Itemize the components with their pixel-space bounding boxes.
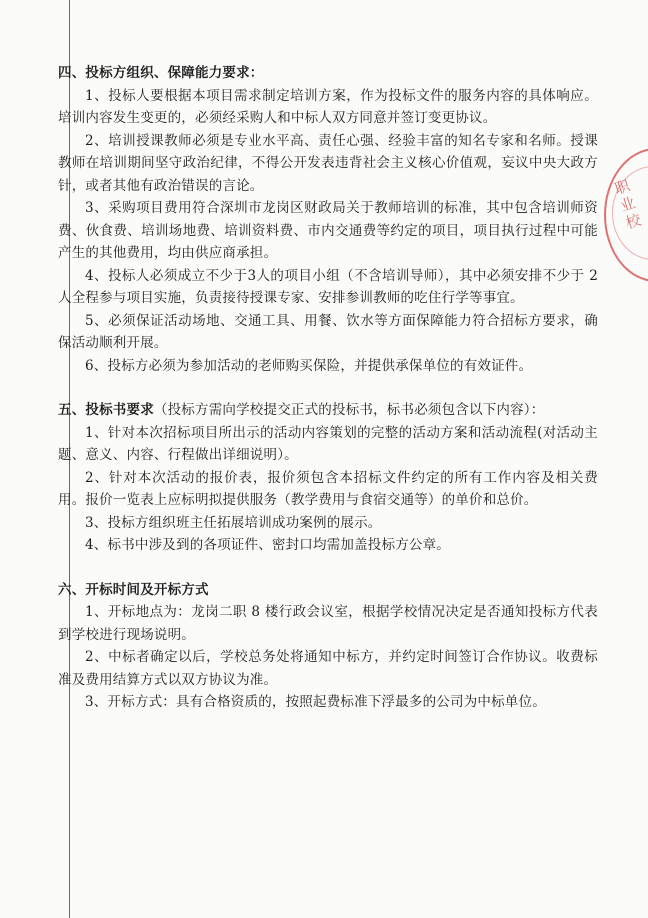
section-6-item-2: 2、中标者确定以后，学校总务处将通知中标方，并约定时间签订合作协议。收费标准及费用结算方式以双方协议为准。 <box>58 649 598 688</box>
section-4-item-6: 6、投标方必须为参加活动的老师购买保险，并提供承保单位的有效证件。 <box>85 357 533 374</box>
section-5-subtitle: （投标方需向学校提交正式的投标书，标书必须包含以下内容）： <box>153 402 545 418</box>
section-gap <box>58 377 598 399</box>
section-4-item-1: 1、投标人要根据本项目需求制定培训方案，作为投标文件的服务内容的具体响应。培训内容发生变更的，必须经采购人和中标人双方同意并签订变更协议。 <box>58 87 598 126</box>
section-4-item-5: 5、必须保证活动场地、交通工具、用餐、饮水等方面保障能力符合招标方要求，确保活动顺利开展。 <box>58 312 598 351</box>
section-5 <box>58 399 598 557</box>
section-6-title: 六、开标时间及开标方式 <box>58 581 209 598</box>
section-4 <box>58 62 598 377</box>
document-body <box>58 62 598 714</box>
section-6-item-1: 1、开标地点为：龙岗二职 8 楼行政会议室，根据学校情况决定是否通知投标方代表到学校进行现场说明。 <box>58 604 598 643</box>
section-6-item-3: 3、开标方式：具有合格资质的，按照起费标准下浮最多的公司为中标单位。 <box>85 694 546 710</box>
section-5-title: 五、投标书要求 <box>58 402 154 418</box>
official-seal-text: 职业校 <box>612 176 644 233</box>
section-5-item-1: 1、针对本次招标项目所出示的活动内容策划的完整的活动方案和活动流程(对活动主题、意义、内容、行程做出详细说明）。 <box>58 424 598 463</box>
section-gap <box>58 557 598 579</box>
section-5-item-2: 2、针对本次活动的报价表，报价须包含本招标文件约定的所有工作内容及相关费用。报价一览表上应标明拟提供服务（教学费用与食宿交通等）的单价和总价。 <box>58 469 598 508</box>
section-5-item-3: 3、投标方组织班主任拓展培训成功案例的展示。 <box>85 514 382 531</box>
section-5-item-4: 4、标书中涉及到的各项证件、密封口均需加盖投标方公章。 <box>85 537 450 553</box>
section-4-item-3: 3、采购项目费用符合深圳市龙岗区财政局关于教师培训的标准，其中包含培训师资费、伙食费、培训场地费、培训资料费、市内交通费等约定的项目，项目执行过程中可能产生的其他费用，均由供应商承担。 <box>58 200 598 261</box>
section-5-heading <box>58 399 598 422</box>
section-4-title: 四、投标方组织、保障能力要求： <box>58 65 264 81</box>
section-4-item-4: 4、投标人必须成立不少于3人的项目小组（不含培训导师），其中必须安排不少于 2 人全程参与项目实施，负责接待授课专家、安排参训教师的吃住行学等事宜。 <box>58 267 598 306</box>
section-6 <box>58 579 598 714</box>
section-4-item-2: 2、培训授课教师必须是专业水平高、责任心强、经验丰富的知名专家和名师。授课教师在培训期间坚守政治纪律，不得公开发表违背社会主义核心价值观，妄议中央大政方针，或者其他有政治错误的言论。 <box>58 132 598 194</box>
